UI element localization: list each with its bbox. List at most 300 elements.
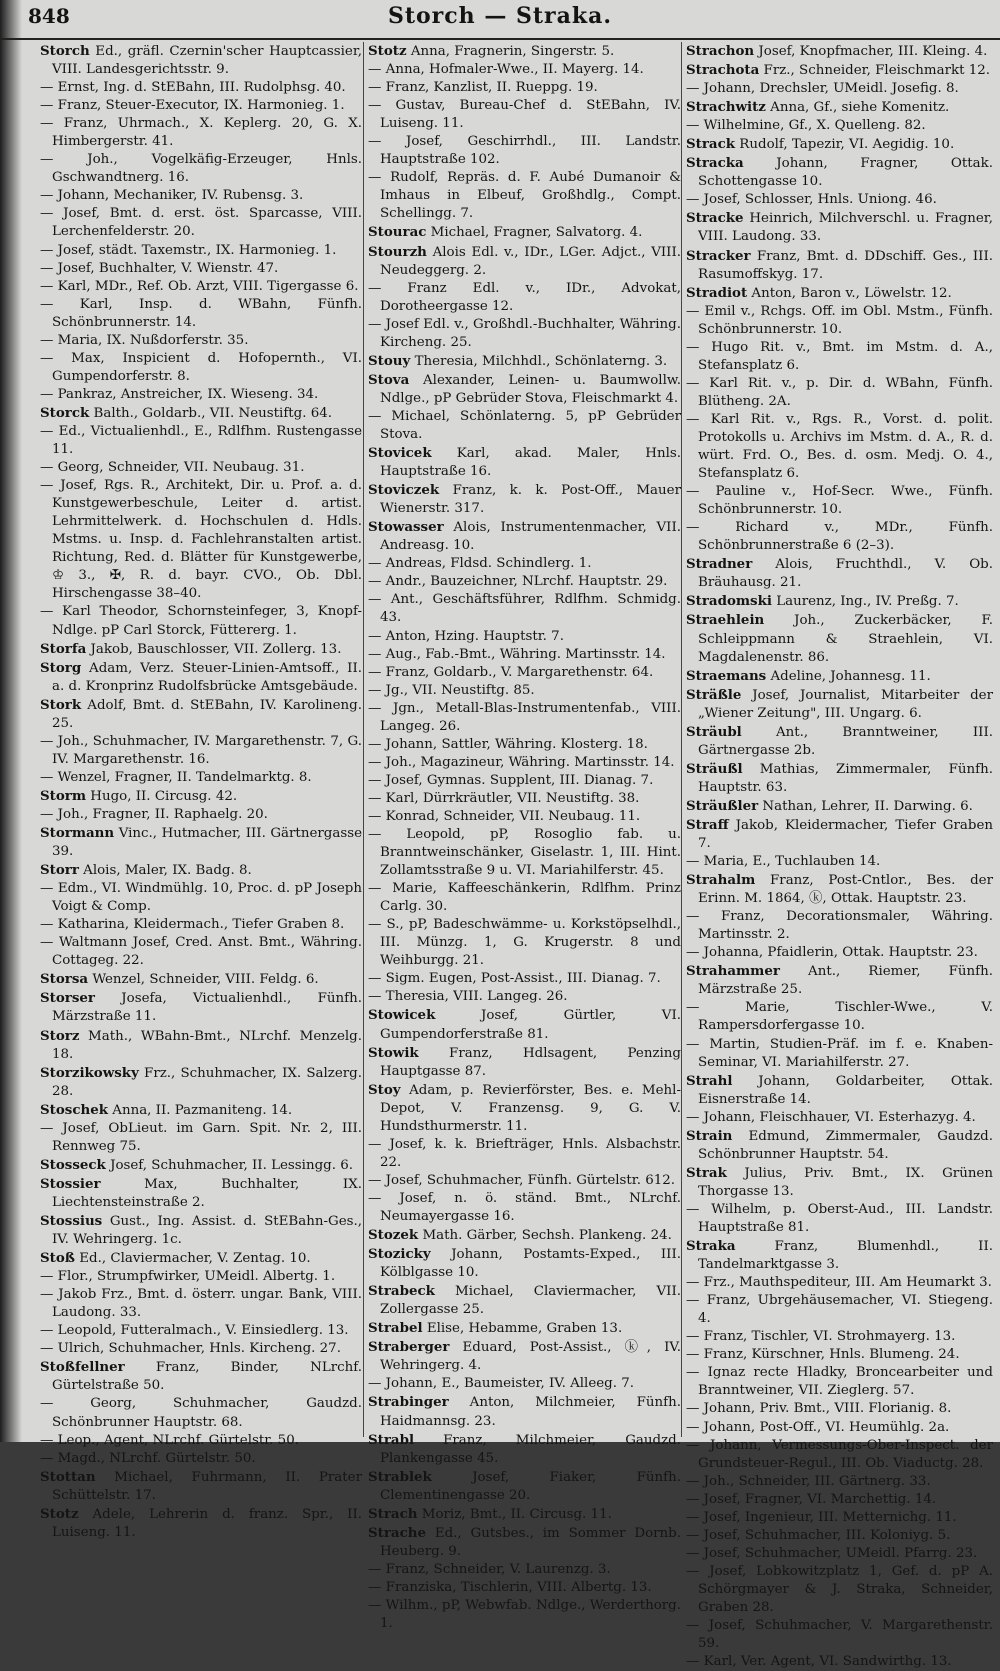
entry-surname: Stowasser (368, 519, 444, 536)
directory-entry (40, 1450, 362, 1468)
entry-details: Frz., Schneider, Fleischmarkt 12. (759, 63, 991, 79)
entry-surname: Strach (368, 1505, 418, 1522)
directory-entry (40, 769, 362, 787)
entry-details: — Josef, k. k. Briefträger, Hnls. Alsbachstr. 22. (368, 1136, 681, 1170)
directory-entry (40, 332, 362, 350)
entry-details: Frz., Schuhmacher, IX. Salzerg. 28. (52, 1065, 362, 1099)
directory-entry (368, 1597, 681, 1633)
directory-entry (368, 1319, 681, 1338)
entry-details: Franz, Post-Cntlor., Bes. der Erinn. M. 1864, ⓚ, Ottak. Hauptstr. 23. (698, 873, 993, 907)
directory-entry (368, 1081, 681, 1136)
directory-entry (40, 260, 362, 278)
entry-details: — Max, Inspicient d. Hofopernth., VI. Gumpendorferstr. 8. (40, 350, 362, 384)
directory-entry (40, 1395, 362, 1431)
entry-details: — Jgn., Metall-Blas-Instrumentenfab., VIII. Langeg. 26. (368, 700, 681, 734)
directory-entry (686, 592, 993, 611)
directory-entry (686, 1364, 993, 1400)
entry-details: Jakob, Bauschlosser, VII. Zollerg. 13. (86, 641, 342, 657)
directory-entry (368, 481, 681, 518)
directory-entry (686, 1563, 993, 1617)
entry-surname: Stradomski (686, 593, 772, 610)
entry-details: — S., pP, Badeschwämme- u. Korkstöpselhdl., III. Münzg. 1, G. Krugerstr. 8 und Weihburgg. 21. (368, 917, 681, 969)
directory-entry (686, 944, 993, 962)
directory-entry (368, 988, 681, 1006)
directory-entry (368, 280, 681, 316)
directory-entry (368, 1505, 681, 1524)
entry-details: Michael, Claviermacher, VII. Zollergasse 25. (380, 1284, 681, 1318)
entry-details: — Joh., Magazineur, Währing. Martinsstr. 14. (368, 754, 675, 770)
entry-details: — Johann, Sattler, Währing. Klosterg. 18. (368, 736, 648, 752)
directory-entry (368, 133, 681, 169)
directory-entry (686, 411, 993, 483)
directory-entry (40, 603, 362, 639)
entry-details: — Michael, Schönlaterng. 5, pP Gebrüder Stova. (368, 408, 681, 442)
entry-details: — Josef, Schuhmacher, Fünfh. Gürtelstr. 612. (368, 1172, 676, 1188)
directory-entry (40, 1432, 362, 1450)
entry-surname: Storz (40, 1027, 80, 1044)
entry-surname: Storr (40, 862, 79, 879)
directory-entry (368, 42, 681, 61)
directory-entry (686, 247, 993, 284)
entry-surname: Stotz (368, 43, 407, 59)
entry-details: Nathan, Lehrer, II. Darwing. 6. (758, 798, 973, 814)
entry-details: Math. Gärber, Sechsh. Plankeng. 24. (418, 1228, 672, 1244)
directory-entry (40, 861, 362, 880)
entry-details: — Ulrich, Schuhmacher, Hnls. Kircheng. 27. (40, 1341, 341, 1357)
entry-details: Franz, Milchmeier, Gaudzd. Plankengasse 45. (380, 1432, 681, 1466)
entry-details: Alois, Fruchthdl., V. Ob. Bräuhausg. 21. (698, 557, 993, 591)
entry-details: Alois, Instrumentenmacher, VII. Andreasg. 10. (380, 520, 681, 554)
entry-details: Anton, Milchmeier, Fünfh. Haidmannsg. 23. (380, 1395, 681, 1429)
directory-entry (686, 303, 993, 339)
directory-entry (40, 989, 362, 1026)
entry-details: Alois Edl. v., IDr., LGer. Adjct., VIII. Neudeggerg. 2. (380, 244, 681, 278)
entry-details: Adele, Lehrerin d. franz. Spr., II. Luiseng. 11. (52, 1506, 362, 1540)
entry-surname: Strak (686, 1164, 727, 1181)
entry-surname: Stradner (686, 556, 753, 573)
entry-details: Karl, akad. Maler, Hnls. Hauptstraße 16. (380, 446, 681, 480)
directory-entry (368, 1044, 681, 1081)
entry-surname: Sträßle (686, 686, 742, 703)
directory-entry (686, 42, 993, 61)
directory-entry (686, 1127, 993, 1164)
entry-surname: Stormann (40, 825, 115, 842)
page-number: 848 (28, 4, 70, 28)
directory-entry (40, 824, 362, 861)
directory-entry (368, 555, 681, 573)
entry-details: Wenzel, Schneider, VIII. Feldg. 6. (88, 972, 319, 988)
directory-entry (368, 1226, 681, 1245)
entry-surname: Storsa (40, 971, 89, 988)
entry-details: — Konrad, Schneider, VII. Neubaug. 11. (368, 808, 641, 824)
directory-entry (686, 760, 993, 797)
entry-details: — Franz, Schneider, V. Laurenzg. 3. (368, 1561, 611, 1577)
directory-entry (686, 797, 993, 816)
entry-details: — Franz, Kanzlist, II. Rueppg. 19. (368, 80, 598, 96)
directory-entry (368, 79, 681, 97)
entry-details: — Josef, Schlosser, Hnls. Uniong. 46. (686, 192, 937, 208)
entry-surname: Straff (686, 816, 729, 833)
directory-entry (368, 826, 681, 880)
entry-details: — Josef, Buchhalter, V. Wienstr. 47. (40, 260, 279, 276)
entry-details: — Johann, E., Baumeister, IV. Alleeg. 7. (368, 1376, 635, 1392)
directory-entry (368, 518, 681, 555)
entry-details: Johann, Goldarbeiter, Ottak. Eisnerstraße 14. (698, 1073, 993, 1107)
directory-entry (368, 664, 681, 682)
entry-details: Vinc., Hutmacher, III. Gärtnergasse 39. (52, 826, 362, 860)
directory-entry (368, 316, 681, 352)
directory-entry (686, 135, 993, 154)
entry-details: — Josef, Rgs. R., Architekt, Dir. u. Prof. a. d. Kunstgewerbeschule, Leiter d. artist. Lehrmittelwerk. d. Hochschulen d. Hdls. Mstms. u. Insp. d. Fachlehranstalten artist. Richtung, Red. d. Blätter für Kunstgewerbe, ♔ 3., ✠, R. d. bayr. CVO., Ob. Dbl. Hirschengasse 38–40. (40, 478, 362, 602)
entry-surname: Stossier (40, 1175, 101, 1192)
directory-entry (686, 1274, 993, 1292)
directory-entry (368, 243, 681, 280)
directory-entry (368, 444, 681, 481)
entry-details: — Franz, Decorationsmaler, Währing. Martinsstr. 2. (686, 909, 993, 943)
entry-details: Moriz, Bmt., II. Circusg. 11. (417, 1506, 612, 1522)
directory-entry (368, 573, 681, 591)
entry-details: — Franz, Ubrgehäusemacher, VI. Stiegeng. 4. (686, 1293, 993, 1327)
entry-details: — Karl Rit. v., p. Dir. d. WBahn, Fünfh. Blütheng. 2A. (686, 375, 993, 409)
directory-entry (368, 646, 681, 664)
column-middle (363, 42, 681, 1632)
directory-entry (686, 1545, 993, 1563)
directory-entry (686, 98, 993, 117)
directory-entry (686, 483, 993, 519)
entry-details: — Pauline v., Hof-Secr. Wwe., Fünfh. Schönbrunnerstr. 10. (686, 484, 993, 518)
directory-entry (40, 386, 362, 404)
entry-details: Laurenz, Ing., IV. Preßg. 7. (771, 594, 959, 610)
entry-surname: Sträubl (686, 723, 742, 740)
entry-surname: Storck (40, 404, 90, 421)
directory-entry (40, 1064, 362, 1101)
entry-details: — Karl Theodor, Schornsteinfeger, 3, Knopf-Ndlge. pP Carl Storck, Füttererg. 1. (40, 604, 362, 638)
directory-entry (40, 459, 362, 477)
entry-surname: Strachwitz (686, 99, 766, 116)
entry-details: Joh., Zuckerbäcker, F. Schleippmann & Straehlein, VI. Magdalenenstr. 86. (698, 613, 993, 665)
entry-surname: Stracka (686, 155, 744, 172)
entry-details: Ed., Gutsbes., im Sommer Dornb. Heuberg. 9. (380, 1525, 681, 1559)
entry-details: Hugo, II. Circusg. 42. (86, 788, 238, 804)
directory-entry (40, 79, 362, 97)
directory-entry (368, 700, 681, 736)
entry-surname: Stozek (368, 1227, 419, 1244)
entry-details: — Josef, Gymnas. Supplent, III. Dianag. 7. (368, 772, 654, 788)
entry-details: Alois, Maler, IX. Badg. 8. (78, 863, 252, 879)
entry-details: — Josef, Schuhmacher, V. Margarethenstr. 59. (686, 1618, 993, 1652)
directory-entry (40, 1101, 362, 1120)
directory-entry (686, 1109, 993, 1127)
directory-entry (368, 790, 681, 808)
directory-entry (40, 477, 362, 603)
directory-entry (40, 115, 362, 151)
entry-surname: Strahammer (686, 963, 780, 980)
directory-entry (368, 591, 681, 627)
entry-details: Franz, Blumenhdl., II. Tandelmarktgasse 3. (698, 1239, 993, 1273)
directory-entry (40, 205, 362, 241)
directory-entry (40, 640, 362, 659)
entry-details: — Andreas, Fldsd. Schindlerg. 1. (368, 556, 592, 572)
directory-entry (368, 970, 681, 988)
directory-entry (686, 61, 993, 80)
entry-surname: Stork (40, 696, 82, 713)
directory-entry (368, 1579, 681, 1597)
entry-details: — Franz, Goldarb., V. Margarethenstr. 64. (368, 664, 654, 680)
directory-entry (40, 1120, 362, 1156)
entry-details: — Anna, Hofmaler-Wwe., II. Mayerg. 14. (368, 62, 644, 78)
entry-details: — Franz Edl. v., IDr., Advokat, Dorotheergasse 12. (368, 280, 681, 314)
directory-entry (686, 1509, 993, 1527)
directory-entry (368, 1524, 681, 1561)
entry-details: — Josef, städt. Taxemstr., IX. Harmonieg. 1. (40, 242, 337, 258)
entry-surname: Straberger (368, 1339, 450, 1356)
entry-details: Eduard, Post-Assist., ⓚ, IV. Wehringerg. 4. (380, 1340, 681, 1374)
directory-entry (686, 686, 993, 723)
entry-details: — Maria, IX. Nußdorferstr. 35. (40, 332, 249, 348)
entry-details: — Hugo Rit. v., Bmt. im Mstm. d. A., Stefansplatz 6. (686, 339, 993, 373)
entry-surname: Straemans (686, 667, 767, 684)
entry-details: — Leop., Agent, NLrchf. Gürtelstr. 50. (40, 1432, 299, 1448)
directory-entry (40, 1286, 362, 1322)
entry-details: — Josef, Fragner, VI. Marchettig. 14. (686, 1491, 937, 1507)
entry-surname: Strain (686, 1127, 733, 1144)
directory-entry (40, 1358, 362, 1395)
entry-details: — Georg, Schneider, VII. Neubaug. 31. (40, 460, 305, 476)
column-left (40, 42, 362, 1540)
entry-details: Josefa, Victualienhdl., Fünfh. Märzstraße 11. (52, 991, 362, 1025)
entry-details: Julius, Priv. Bmt., IX. Grünen Thorgasse 13. (698, 1165, 993, 1199)
entry-surname: Storzikowsky (40, 1064, 139, 1081)
directory-entry (368, 1431, 681, 1468)
entry-details: Adam, Verz. Steuer-Linien-Amtsoff., II. a. d. Kronprinz Rudolfsbrücke Amtsgebäude. (52, 660, 362, 694)
entry-details: Anton, Baron v., Löwelstr. 12. (747, 285, 952, 301)
entry-details: — Johann, Mechaniker, IV. Rubensg. 3. (40, 188, 304, 204)
directory-entry (368, 371, 681, 408)
entry-details: — Joh., Schuhmacher, IV. Margarethenstr. 7, G. IV. Margarethenstr. 16. (40, 733, 362, 767)
directory-entry (40, 1340, 362, 1358)
entry-details: — Leopold, pP, Rosoglio fab. u. Branntweinschänker, Giselastr. 1, III. Hint. Zollamtsstraße 9 u. VI. Mariahilferstr. 45. (368, 827, 681, 879)
entry-details: Josef, Journalist, Mitarbeiter der „Wiener Zeitung", III. Ungarg. 6. (698, 687, 993, 721)
directory-entry (368, 97, 681, 133)
entry-surname: Strahalm (686, 872, 756, 889)
directory-entry (40, 1322, 362, 1340)
entry-surname: Stotz (40, 1505, 79, 1522)
page-header (0, 0, 1000, 40)
directory-entry (686, 1072, 993, 1109)
entry-surname: Strachon (686, 43, 755, 59)
directory-entry (686, 1346, 993, 1364)
directory-entry (686, 209, 993, 246)
entry-surname: Stowik (368, 1044, 419, 1061)
entry-surname: Stozicky (368, 1246, 431, 1263)
entry-surname: Stowicek (368, 1007, 436, 1024)
entry-details: — Emil v., Rchgs. Off. im Obl. Mstm., Fünfh. Schönbrunnerstr. 10. (686, 303, 993, 337)
directory-entry (686, 1617, 993, 1653)
entry-surname: Straka (686, 1238, 736, 1255)
entry-details: — Frz., Mauthspediteur, III. Am Heumarkt 3. (686, 1275, 992, 1291)
entry-details: — Magd., NLrchf. Gürtelstr. 50. (40, 1450, 256, 1466)
entry-details: Ant., Riemer, Fünfh. Märzstraße 25. (698, 964, 993, 998)
entry-details: Balth., Goldarb., VII. Neustiftg. 64. (89, 405, 333, 421)
entry-details: — Johanna, Pfaidlerin, Ottak. Hauptstr. 23. (686, 945, 978, 961)
entry-details: — Josef Edl. v., Großhdl.-Buchhalter, Währing. Kircheng. 25. (368, 316, 681, 350)
entry-details: Josef, Schuhmacher, II. Lessingg. 6. (105, 1157, 354, 1173)
directory-entry (686, 1164, 993, 1201)
entry-details: — Flor., Strumpfwirker, UMeidl. Albertg. 1. (40, 1269, 336, 1285)
directory-entry (686, 1237, 993, 1274)
directory-entry (40, 934, 362, 970)
entry-details: Alexander, Leinen- u. Baumwollw. Ndlge., pP Gebrüder Stova, Fleischmarkt 4. (380, 372, 681, 406)
entry-details: Michael, Fuhrmann, II. Prater Schüttelstr. 17. (52, 1469, 362, 1503)
entry-details: — Joh., Vogelkäfig-Erzeuger, Hnls. Gschwandtnerg. 16. (40, 152, 362, 186)
entry-details: — Gustav, Bureau-Chef d. StEBahn, IV. Luiseng. 11. (368, 98, 681, 132)
entry-surname: Strack (686, 136, 736, 153)
entry-details: — Johann, Post-Off., VI. Heumühlg. 2a. (686, 1419, 950, 1435)
directory-entry (40, 296, 362, 332)
directory-entry (368, 1006, 681, 1043)
directory-entry (686, 1437, 993, 1473)
directory-entry (40, 1156, 362, 1175)
entry-details: — Marie, Kaffeeschänkerin, Rdlfhm. Prinz Carlg. 30. (368, 881, 681, 915)
entry-surname: Strabeck (368, 1283, 435, 1300)
directory-entry (368, 736, 681, 754)
entry-details: Franz, Bmt. d. DDschiff. Ges., III. Rasumoffskyg. 17. (698, 248, 993, 282)
directory-entry (368, 1338, 681, 1375)
entry-details: Elise, Hebamme, Graben 13. (422, 1321, 623, 1337)
entry-details: — Josef, n. ö. ständ. Bmt., NLrchf. Neumayergasse 16. (368, 1190, 681, 1224)
entry-details: Math., WBahn-Bmt., NLrchf. Menzelg. 18. (52, 1028, 362, 1062)
directory-entry (686, 1653, 993, 1671)
directory-entry (368, 1190, 681, 1226)
entry-details: Anna, Gf., siehe Komenitz. (765, 100, 950, 116)
entry-details: — Johann, Vermessungs-Ober-Inspect. der Grundsteuer-Regul., III. Ob. Viaductg. 28. (686, 1437, 993, 1471)
directory-entry (368, 1245, 681, 1282)
directory-entry (40, 787, 362, 806)
entry-surname: Strachota (686, 62, 760, 79)
entry-details: Michael, Fragner, Salvatorg. 4. (426, 225, 643, 241)
directory-entry (686, 1292, 993, 1328)
entry-details: — Franz, Steuer-Executor, IX. Harmonieg. 1. (40, 98, 345, 114)
directory-entry (40, 423, 362, 459)
directory-entry (40, 806, 362, 824)
entry-details: Max, Buchhalter, IX. Liechtensteinstraße 2. (52, 1176, 362, 1210)
directory-entry (686, 154, 993, 191)
entry-details: Josef, Fiaker, Fünfh. Clementinengasse 20. (380, 1469, 681, 1503)
entry-details: Heinrich, Milchverschl. u. Fragner, VIII. Laudong. 33. (698, 211, 993, 245)
entry-surname: Stoviczek (368, 482, 440, 499)
directory-entry (686, 375, 993, 411)
directory-entry (40, 1175, 362, 1212)
entry-details: — Josef, ObLieut. im Garn. Spit. Nr. 2, III. Rennweg 75. (40, 1120, 362, 1154)
directory-entry (686, 962, 993, 999)
directory-entry (40, 1249, 362, 1268)
directory-entry (686, 1400, 993, 1418)
column-right (681, 42, 993, 1670)
directory-entry (40, 97, 362, 115)
entry-details: Gust., Ing. Assist. d. StEBahn-Ges., IV. Wehringerg. 1c. (52, 1214, 362, 1248)
directory-entry (40, 970, 362, 989)
entry-surname: Strache (368, 1524, 426, 1541)
entry-details: — Karl, Dürrkräutler, VII. Neustiftg. 38. (368, 790, 640, 806)
entry-details: — Pankraz, Anstreicher, IX. Wieseng. 34. (40, 386, 319, 402)
entry-surname: Strabel (368, 1320, 423, 1337)
entry-surname: Stova (368, 371, 410, 388)
directory-entry (686, 871, 993, 908)
entry-details: — Theresia, VIII. Langeg. 26. (368, 989, 568, 1005)
entry-details: Adolf, Bmt. d. StEBahn, IV. Karolineng. 25. (52, 697, 362, 731)
entry-details: — Johann, Drechsler, UMeidl. Josefig. 8. (686, 81, 959, 97)
entry-surname: Stracker (686, 247, 751, 264)
entry-surname: Stoß (40, 1250, 75, 1267)
entry-details: — Joh., Fragner, II. Raphaelg. 20. (40, 806, 268, 822)
entry-details: — Johann, Fleischhauer, VI. Esterhazyg. 4. (686, 1109, 976, 1125)
directory-entry (686, 1473, 993, 1491)
entry-details: — Sigm. Eugen, Post-Assist., III. Dianag. 7. (368, 971, 661, 987)
entry-details: — Karl, Ver. Agent, VI. Sandwirthg. 13. (686, 1654, 952, 1670)
directory-entry (686, 339, 993, 375)
directory-entry (686, 1527, 993, 1545)
entry-details: Franz, Binder, NLrchf. Gürtelstraße 50. (52, 1360, 362, 1394)
entry-details: — Franziska, Tischlerin, VIII. Albertg. 13. (368, 1579, 652, 1595)
entry-surname: Strabl (368, 1431, 415, 1448)
directory-entry (368, 1393, 681, 1430)
entry-details: — Ant., Geschäftsführer, Rdlfhm. Schmidg. 43. (368, 592, 681, 626)
directory-entry (368, 223, 681, 242)
entry-details: — Maria, E., Tuchlauben 14. (686, 854, 881, 870)
directory-entry (368, 628, 681, 646)
entry-details: — Ernst, Ing. d. StEBahn, III. Rudolphsg. 40. (40, 80, 346, 96)
entry-details: — Martin, Studien-Präf. im f. e. Knaben-Seminar, VI. Mariahilferstr. 27. (686, 1036, 993, 1070)
entry-details: — Wenzel, Fragner, II. Tandelmarktg. 8. (40, 769, 312, 785)
entry-details: — Josef, Schuhmacher, UMeidl. Pfarrg. 23. (686, 1545, 978, 1561)
directory-entry (368, 1561, 681, 1579)
scan-binding-edge (0, 0, 22, 1442)
directory-entry (368, 1172, 681, 1190)
entry-details: — Anton, Hzing. Hauptstr. 7. (368, 628, 564, 644)
directory-entry (40, 733, 362, 769)
entry-surname: Stosseck (40, 1156, 106, 1173)
entry-surname: Straehlein (686, 612, 765, 629)
entry-details: — Franz, Kürschner, Hnls. Blumeng. 24. (686, 1347, 960, 1363)
directory-entry (686, 611, 993, 666)
entry-surname: Stourac (368, 224, 427, 241)
directory-entry (686, 519, 993, 555)
directory-entry (40, 151, 362, 187)
entry-details: Josef, Knopfmacher, III. Kleing. 4. (754, 44, 988, 59)
directory-entry (686, 191, 993, 209)
entry-details: — Josef, Ingenieur, III. Metternichg. 11. (686, 1509, 957, 1525)
entry-surname: Storm (40, 787, 87, 804)
entry-details: — Karl, MDr., Ref. Ob. Arzt, VIII. Tigergasse 6. (40, 278, 359, 294)
entry-details: — Karl, Insp. d. WBahn, Fünfh. Schönbrunnerstr. 14. (40, 296, 362, 330)
entry-details: — Josef, Lobkowitzplatz 1, Gef. d. pP A. Schörgmayer & J. Straka, Schneider, Graben 28. (686, 1563, 993, 1615)
directory-entry (686, 117, 993, 135)
entry-details: Ant., Branntweiner, III. Gärtnergasse 2b. (698, 724, 993, 758)
entry-details: — Franz, Tischler, VI. Strohmayerg. 13. (686, 1329, 956, 1345)
entry-details: — Wilhelm, p. Oberst-Aud., III. Landstr. Hauptstraße 81. (686, 1201, 993, 1235)
entry-surname: Stracke (686, 210, 744, 227)
entry-details: Theresia, Milchhdl., Schönlaterng. 3. (410, 353, 668, 369)
entry-surname: Strahl (686, 1072, 733, 1089)
directory-entry (368, 772, 681, 790)
directory-entry (40, 880, 362, 916)
directory-entry (40, 187, 362, 205)
entry-details: — Jg., VII. Neustiftg. 85. (368, 682, 535, 698)
entry-surname: Strabinger (368, 1394, 449, 1411)
entry-surname: Storser (40, 990, 95, 1007)
directory-entry (368, 352, 681, 371)
entry-details: — Katharina, Kleidermach., Tiefer Graben 8. (40, 917, 345, 933)
